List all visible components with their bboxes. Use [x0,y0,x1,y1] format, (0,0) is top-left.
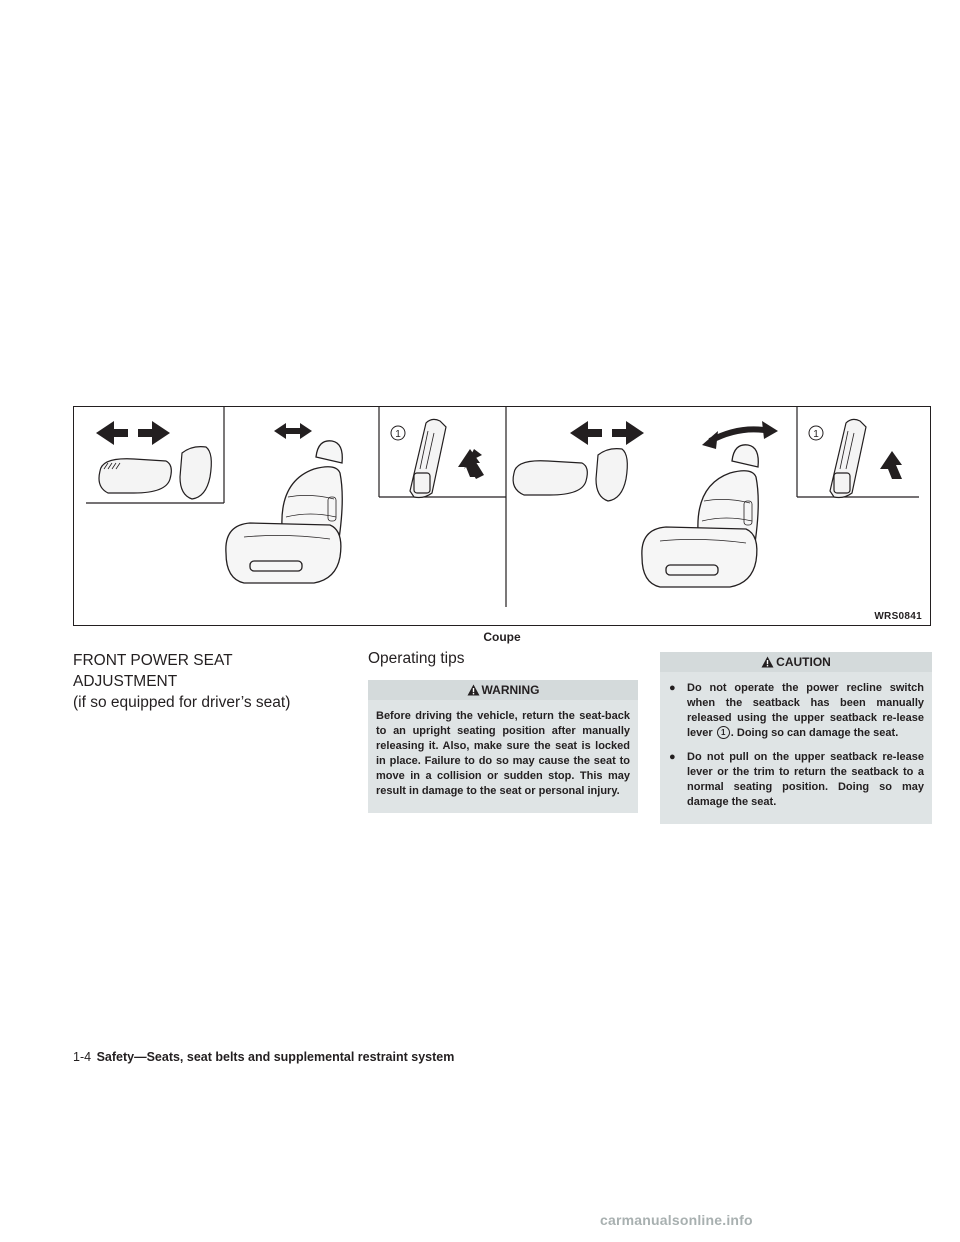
callout-1-ref: 1 [717,726,730,739]
caution-header [660,652,932,672]
caution-item-1-text-b: . Doing so can damage the seat. [730,727,899,739]
section-title-main: FRONT POWER SEAT ADJUSTMENT [73,652,233,690]
caution-item-2 [668,750,924,810]
caution-item-2-text: Do not pull on the upper seatback re-lease lever or the trim to return the seatback to a normal seating position. Doing so may damage the seat. [687,751,924,808]
seat-adjustment-figure [73,406,931,626]
operating-tips-heading: Operating tips [368,650,465,667]
caution-item-1-text-a: Do not operate the power recline switch when the seatback has been manually released using the upper seatback re-lease lever [687,682,924,739]
section-title [73,650,333,713]
warning-heading: WARNING [481,683,540,697]
figure-caption: Coupe [483,630,521,644]
warning-header [368,680,638,700]
caution-heading: CAUTION [776,655,831,669]
warning-triangle-icon [467,684,480,696]
bullet-icon: ● [669,682,676,694]
caution-box [660,652,932,824]
callout-1-left: 1 [395,429,401,440]
caution-triangle-icon [761,656,774,668]
slide-arrows-icon [96,421,170,445]
recline-arrow-icon [710,429,770,441]
warning-box [368,680,638,813]
figure-code: WRS0841 [874,611,922,622]
section-title-sub: (if so equipped for driver’s seat) [73,694,291,711]
bullet-icon: ● [669,751,676,763]
seat-diagram [74,407,932,627]
seat-icon [226,441,342,583]
page-footer [73,1050,454,1064]
headrest-arrow-icon [274,423,312,439]
caution-item-1 [668,681,924,741]
chapter-title: Safety—Seats, seat belts and supplemental restraint system [96,1050,455,1064]
watermark[interactable]: carmanualsonline.info [600,1212,753,1228]
page-number: 1-4 [73,1050,92,1064]
callout-1-right: 1 [813,429,819,440]
warning-text: Before driving the vehicle, return the seat-back to an upright seating position after manually releasing it. Also, make sure the seat is locked in place. Failure to do so may cause the seat to move in a collision or sudden stop. This may result in damage to the seat or personal injury. [376,710,630,797]
caution-list [668,681,924,810]
